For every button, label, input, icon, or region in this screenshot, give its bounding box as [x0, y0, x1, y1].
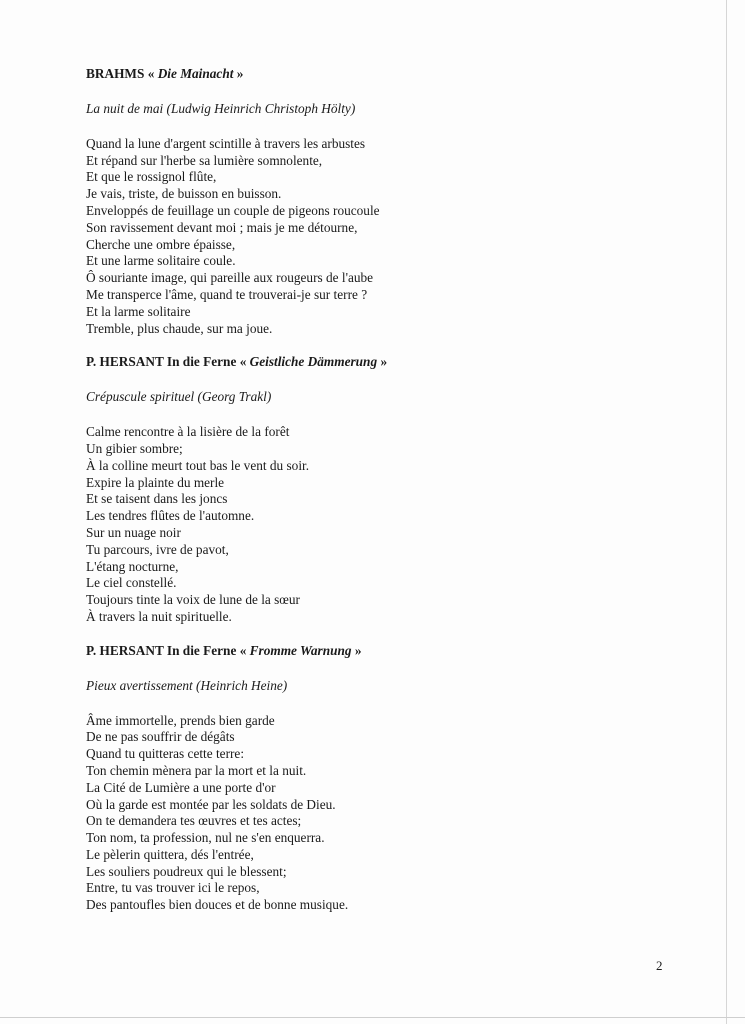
poem-line: Je vais, triste, de buisson en buisson.	[86, 186, 282, 202]
poem-line: Entre, tu vas trouver ici le repos,	[86, 880, 260, 896]
poem-line: La Cité de Lumière a une porte d'or	[86, 779, 276, 795]
poem-line: Un gibier sombre;	[86, 440, 183, 456]
poem-line: Ton chemin mènera par la mort et la nuit.	[86, 762, 307, 778]
scan-edge-right	[726, 0, 727, 1024]
poem-line: Ton nom, ta profession, nul ne s'en enquerra.	[86, 830, 325, 846]
poem-line: Quand la lune d'argent scintille à travers les arbustes	[86, 135, 366, 151]
section-subtitle: Pieux avertissement (Heinrich Heine)	[86, 677, 288, 693]
heading-title: Fromme Warnung	[249, 642, 352, 658]
poem-lines	[86, 713, 646, 915]
poem-line: Les tendres flûtes de l'automne.	[86, 508, 255, 524]
poem-line: Toujours tinte la voix de lune de la sœur	[86, 592, 300, 608]
section-heading	[86, 66, 646, 83]
poem-line: Expire la plainte du merle	[86, 474, 225, 490]
poem-line: Des pantoufles bien douces et de bonne musique.	[86, 897, 349, 913]
poem-line: Le ciel constellé.	[86, 575, 177, 591]
poem-line: Tu parcours, ivre de pavot,	[86, 541, 229, 557]
heading-close-quote: »	[354, 642, 362, 658]
section-subtitle: La nuit de mai (Ludwig Heinrich Christoph Hölty)	[86, 101, 356, 116]
heading-close-quote: »	[236, 66, 244, 81]
scan-edge-bottom	[0, 1017, 745, 1018]
heading-title: Geistliche Dämmerung	[249, 354, 378, 370]
poem-line: L'étang nocturne,	[86, 558, 179, 574]
poem-line: Quand tu quitteras cette terre:	[86, 746, 245, 762]
section-heading	[86, 643, 646, 660]
poem-line: Ô souriante image, qui pareille aux rougeurs de l'aube	[86, 270, 374, 286]
poem-line: Calme rencontre à la lisière de la forêt	[86, 424, 290, 440]
poem-line: On te demandera tes œuvres et tes actes;	[86, 813, 302, 829]
poem-line: Où la garde est montée par les soldats de Dieu.	[86, 796, 336, 812]
poem-line: Sur un nuage noir	[86, 524, 181, 540]
section-spacer	[86, 626, 646, 643]
poem-lines	[86, 424, 646, 626]
lyrics-content	[86, 66, 646, 914]
heading-composer: BRAHMS	[86, 66, 145, 81]
heading-open-quote: «	[147, 66, 155, 81]
poem-line: Son ravissement devant moi ; mais je me détourne,	[86, 219, 358, 235]
poem-line: Le pèlerin quittera, dés l'entrée,	[86, 846, 254, 862]
heading-open-quote: «	[239, 354, 247, 370]
poem-lines	[86, 136, 646, 338]
poem-line: Et la larme solitaire	[86, 303, 191, 319]
heading-title: Die Mainacht	[157, 66, 234, 81]
section-die-mainacht	[86, 66, 646, 337]
poem-line: De ne pas souffrir de dégâts	[86, 729, 235, 745]
poem-line: Enveloppés de feuillage un couple de pigeons roucoule	[86, 202, 380, 218]
poem-line: Cherche une ombre épaisse,	[86, 236, 236, 252]
heading-open-quote: «	[239, 642, 247, 658]
poem-line: Les souliers poudreux qui le blessent;	[86, 863, 287, 879]
section-geistliche-daemmerung	[86, 354, 646, 625]
poem-line: À travers la nuit spirituelle.	[86, 608, 232, 624]
section-fromme-warnung	[86, 643, 646, 914]
poem-line: Âme immortelle, prends bien garde	[86, 712, 275, 728]
page-number: 2	[656, 958, 663, 973]
section-subtitle: Crépuscule spirituel (Georg Trakl)	[86, 389, 272, 405]
poem-line: Et se taisent dans les joncs	[86, 491, 228, 507]
poem-line: Et que le rossignol flûte,	[86, 169, 217, 185]
section-heading	[86, 354, 646, 371]
section-spacer	[86, 337, 646, 354]
heading-composer: P. HERSANT In die Ferne	[86, 354, 237, 370]
poem-line: Me transperce l'âme, quand te trouverai-je sur terre ?	[86, 286, 368, 302]
poem-line: À la colline meurt tout bas le vent du soir.	[86, 457, 310, 473]
heading-close-quote: »	[380, 354, 388, 370]
poem-line: Tremble, plus chaude, sur ma joue.	[86, 320, 273, 336]
heading-composer: P. HERSANT In die Ferne	[86, 642, 237, 658]
poem-line: Et répand sur l'herbe sa lumière somnolente,	[86, 152, 323, 168]
poem-line: Et une larme solitaire coule.	[86, 253, 236, 269]
